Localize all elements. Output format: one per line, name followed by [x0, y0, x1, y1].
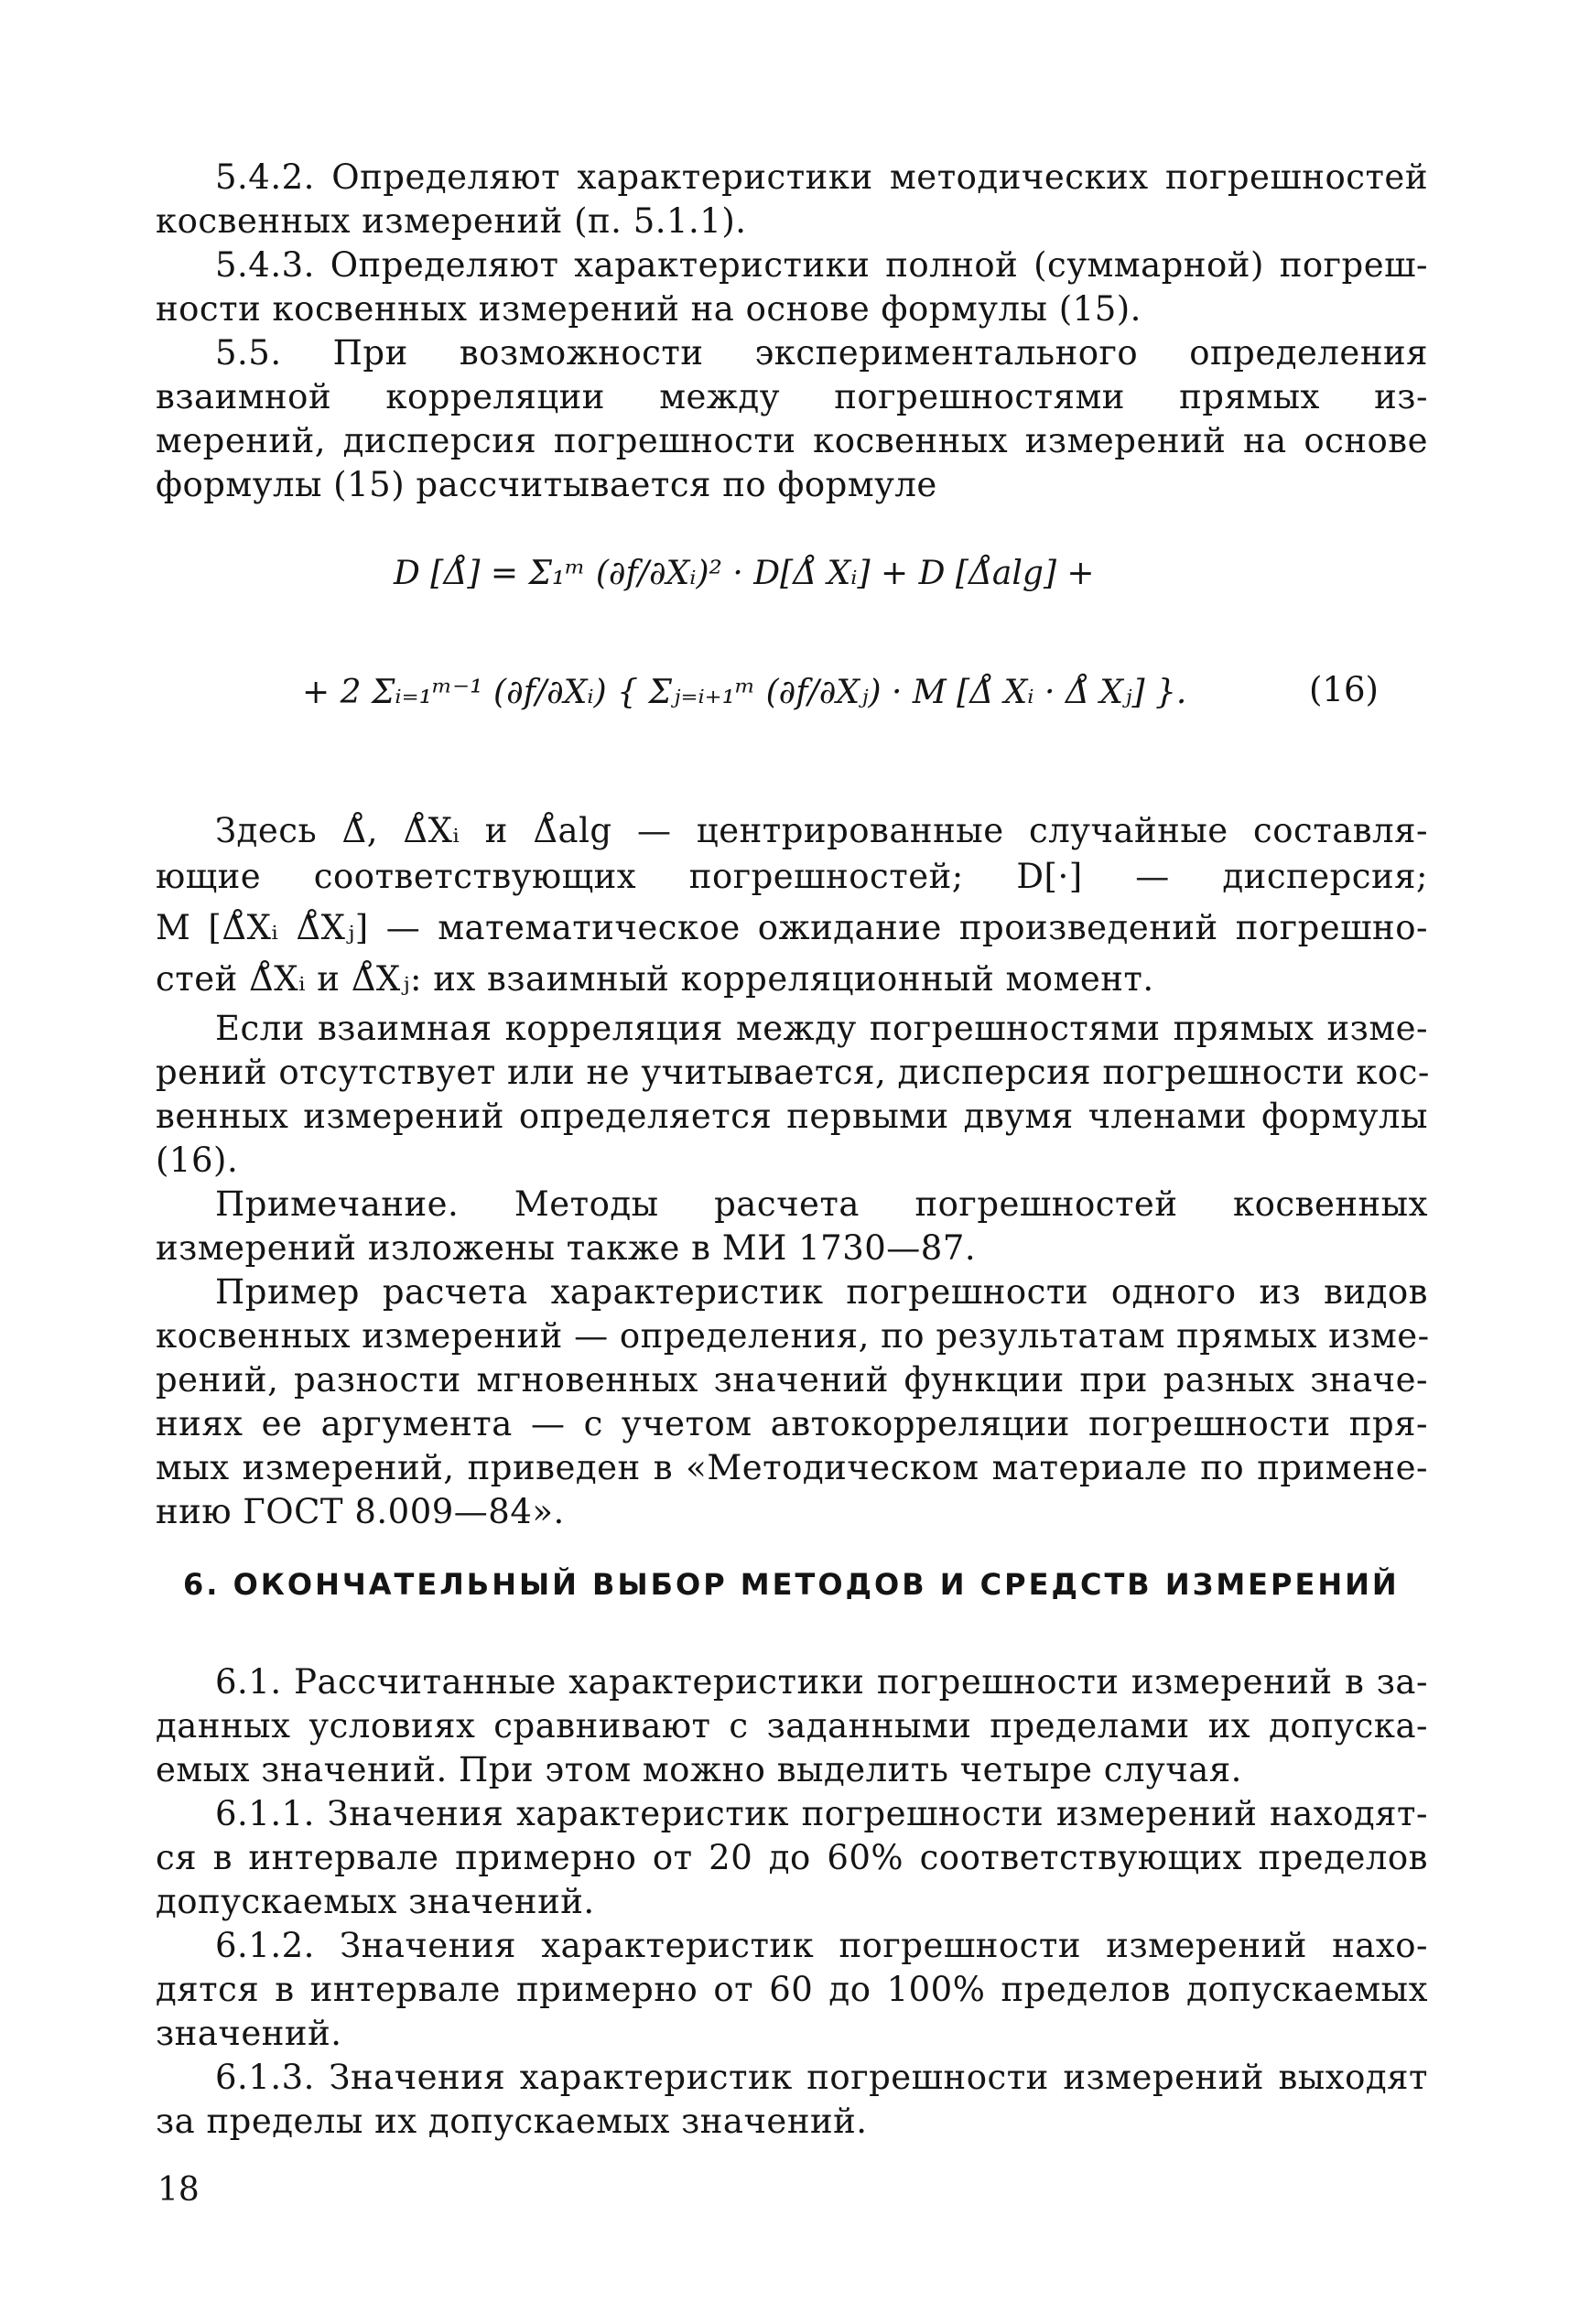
note-line: измерений изложены также в МИ 1730—87. [156, 1228, 977, 1268]
text-line: рений, разности мгновенных значений функции при разных значе- [156, 1360, 1428, 1400]
text-line: 5.5. При возможности экспериментального определения [215, 333, 1428, 373]
text-line: 5.4.2. Определяют характеристики методических погрешностей [215, 157, 1428, 197]
note-line: Примечание. Методы расчета погрешностей косвенных [215, 1184, 1428, 1224]
formula-line-1: D [Δ̊] = Σ₁ᵐ (∂f/∂Xᵢ)² · D[Δ̊ Xᵢ] + D [Δ̊alg] + [394, 555, 1095, 592]
text-line: M [Δ̊Xᵢ Δ̊Xⱼ] — математическое ожидание произведений погрешно- [156, 908, 1428, 947]
text-line: ющие соответствующих погрешностей; D[·] — дисперсия; [156, 857, 1428, 896]
text-line: венных измерений определяется первыми двумя членами формулы [156, 1097, 1428, 1136]
equation-number: (16) [1309, 670, 1379, 709]
text-line: емых значений. При этом можно выделить четыре случая. [156, 1750, 1242, 1789]
text-line: 6.1. Рассчитанные характеристики погрешности измерений в за- [215, 1662, 1428, 1702]
text-line: 6.1.2. Значения характеристик погрешности измерений нахо- [215, 1926, 1428, 1965]
text-line: косвенных измерений — определения, по результатам прямых изме- [156, 1316, 1430, 1356]
text-line: 6.1.1. Значения характеристик погрешности измерений находят- [215, 1794, 1428, 1833]
section-heading: 6. ОКОНЧАТЕЛЬНЫЙ ВЫБОР МЕТОДОВ И СРЕДСТВ ИЗМЕРЕНИЙ [183, 1567, 1400, 1602]
text-line: взаимной корреляции между погрешностями прямых из- [156, 377, 1428, 416]
text-line: за пределы их допускаемых значений. [156, 2102, 868, 2141]
text-line: формулы (15) рассчитывается по формуле [156, 465, 937, 504]
text-line: ности косвенных измерений на основе формулы (15). [156, 289, 1142, 329]
text-line: стей Δ̊Xᵢ и Δ̊Xⱼ: их взаимный корреляционный момент. [156, 959, 1154, 999]
text-line: Здесь Δ̊, Δ̊Xᵢ и Δ̊alg — центрированные случайные составля- [215, 811, 1428, 850]
text-line: Пример расчета характеристик погрешности одного из видов [215, 1272, 1428, 1312]
text-line: Если взаимная корреляция между погрешностями прямых изме- [215, 1009, 1428, 1048]
text-line: ниях ее аргумента — с учетом автокорреляции погрешности пря- [156, 1404, 1428, 1443]
text-line: (16). [156, 1140, 239, 1180]
text-line: дятся в интервале примерно от 60 до 100% пределов допускаемых [156, 1970, 1428, 2009]
page-number: 18 [157, 2171, 200, 2209]
formula-line-2: + 2 Σᵢ₌₁ᵐ⁻¹ (∂f/∂Xᵢ) { Σⱼ₌ᵢ₊₁ᵐ (∂f/∂Xⱼ) · M [Δ̊ Xᵢ · Δ̊ Xⱼ] }. [302, 674, 1187, 711]
text-line: допускаемых значений. [156, 1882, 595, 1921]
text-line: нию ГОСТ 8.009—84». [156, 1492, 565, 1531]
text-line: 5.4.3. Определяют характеристики полной (суммарной) погреш- [215, 245, 1428, 285]
text-line: рений отсутствует или не учитывается, дисперсия погрешности кос- [156, 1053, 1430, 1092]
text-line: данных условиях сравнивают с заданными пределами их допуска- [156, 1706, 1428, 1746]
text-line: косвенных измерений (п. 5.1.1). [156, 201, 747, 241]
text-line: мерений, дисперсия погрешности косвенных измерений на основе [156, 421, 1428, 460]
text-line: 6.1.3. Значения характеристик погрешности измерений выходят [215, 2058, 1428, 2097]
text-line: значений. [156, 2014, 342, 2053]
text-line: ся в интервале примерно от 20 до 60% соответствующих пределов [156, 1838, 1428, 1877]
text-line: мых измерений, приведен в «Методическом материале по примене- [156, 1448, 1428, 1487]
